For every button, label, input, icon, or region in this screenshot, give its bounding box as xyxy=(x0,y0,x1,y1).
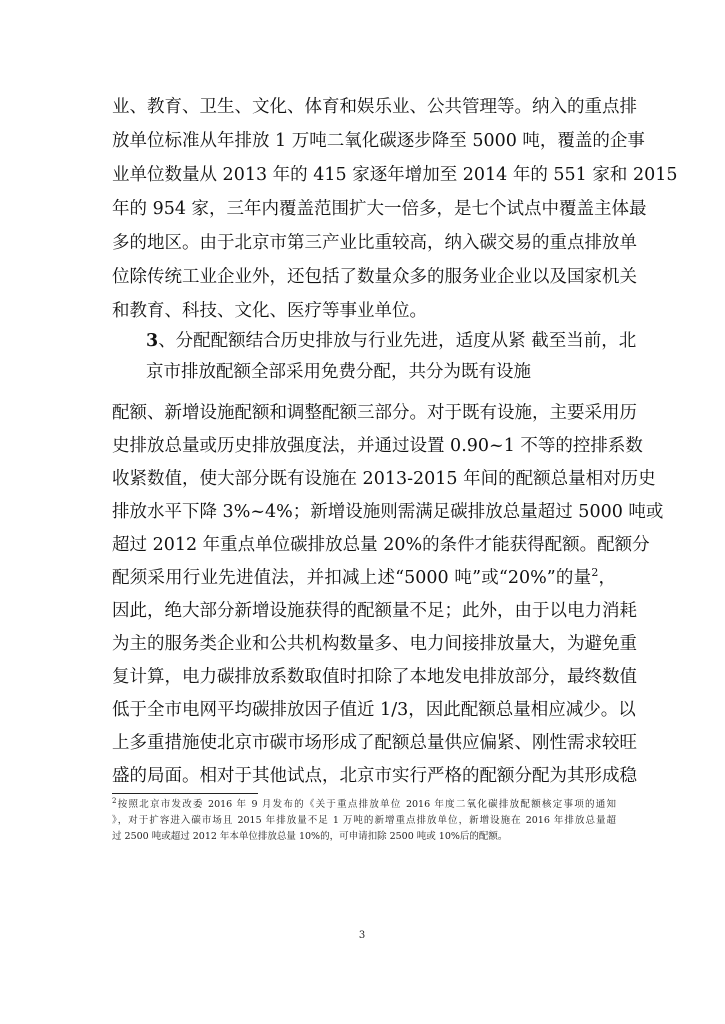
text-segment: 配须采用行业先进值法，并扣减上述“5000 吨”或“20%”的量 xyxy=(112,568,592,588)
text-line: 配额、新增设施配额和调整配额三部分。对于既有设施，主要采用历 xyxy=(112,403,637,423)
text-segment: ， xyxy=(598,568,617,588)
text-line: 收紧数值，使大部分既有设施在 2013-2015 年间的配额总量相对历史 xyxy=(112,469,656,489)
footnote-separator xyxy=(112,793,258,794)
text-line: 放单位标准从年排放 1 万吨二氧化碳逐步降至 5000 吨，覆盖的企事 xyxy=(112,131,645,151)
text-line: 多的地区。由于北京市第三产业比重较高，纳入碳交易的重点排放单 xyxy=(112,233,637,253)
text-line: 位除传统工业企业外，还包括了数量众多的服务业企业以及国家机关 xyxy=(112,267,637,287)
text-line: 为主的服务类企业和公共机构数量多、电力间接排放量大，为避免重 xyxy=(112,634,637,654)
text-line: 复计算，电力碳排放系数取值时扣除了本地发电排放部分，最终数值 xyxy=(112,667,637,687)
footnote-text: 按照北京市发改委 2016 年 9 月发布的《关于重点排放单位 2016 年度二氧化碳排放配额核定事项的通知 xyxy=(116,799,616,810)
text-line: 超过 2012 年重点单位碳排放总量 20%的条件才能获得配额。配额分 xyxy=(112,535,650,555)
heading-number: 3 xyxy=(146,331,159,351)
text-line: 史排放总量或历史排放强度法，并通过设置 0.90~1 不等的控排系数 xyxy=(112,436,643,456)
text-line: 业单位数量从 2013 年的 415 家逐年增加至 2014 年的 551 家和 2015 xyxy=(112,165,678,185)
footnote-marker: 2 xyxy=(112,797,117,805)
heading-title: 、分配配额结合历史排放与行业先进，适度从紧 截至当前，北 xyxy=(158,331,637,351)
text-line: 业、教育、卫生、文化、体育和娱乐业、公共管理等。纳入的重点排 xyxy=(112,97,637,117)
footnote-line: 过 2500 吨或超过 2012 年本单位排放总量 10%的，可申请扣除 2500 吨或 10%后的配额。 xyxy=(112,831,508,842)
text-line: 低于全市电网平均碳排放因子值近 1/3，因此配额总量相应减少。以 xyxy=(112,700,636,720)
text-line-with-footnote-ref xyxy=(112,563,616,593)
text-line: 和教育、科技、文化、医疗等事业单位。 xyxy=(112,301,427,321)
footnote-line: 》，对于扩容进入碳市场且 2015 年排放量不足 1 万吨的新增重点排放单位，新增设施在 2016 年排放总量超 xyxy=(112,815,616,826)
heading-line-continued: 京市排放配额全部采用免费分配，共分为既有设施 xyxy=(146,362,531,382)
text-line: 因此，绝大部分新增设施获得的配额量不足；此外，由于以电力消耗 xyxy=(112,601,637,621)
footnote-reference[interactable]: 2 xyxy=(591,566,599,580)
text-line: 上多重措施使北京市碳市场形成了配额总量供应偏紧、刚性需求较旺 xyxy=(112,733,637,753)
text-line: 排放水平下降 3%~4%；新增设施则需满足碳排放总量超过 5000 吨或 xyxy=(112,502,664,522)
text-line: 年的 954 家，三年内覆盖范围扩大一倍多，是七个试点中覆盖主体最 xyxy=(112,199,647,219)
footnote-area xyxy=(112,797,616,845)
text-line: 盛的局面。相对于其他试点，北京市实行严格的配额分配为其形成稳 xyxy=(112,766,637,786)
heading-line xyxy=(146,326,637,356)
footnote-line xyxy=(112,797,616,813)
page-number: 3 xyxy=(358,930,366,941)
